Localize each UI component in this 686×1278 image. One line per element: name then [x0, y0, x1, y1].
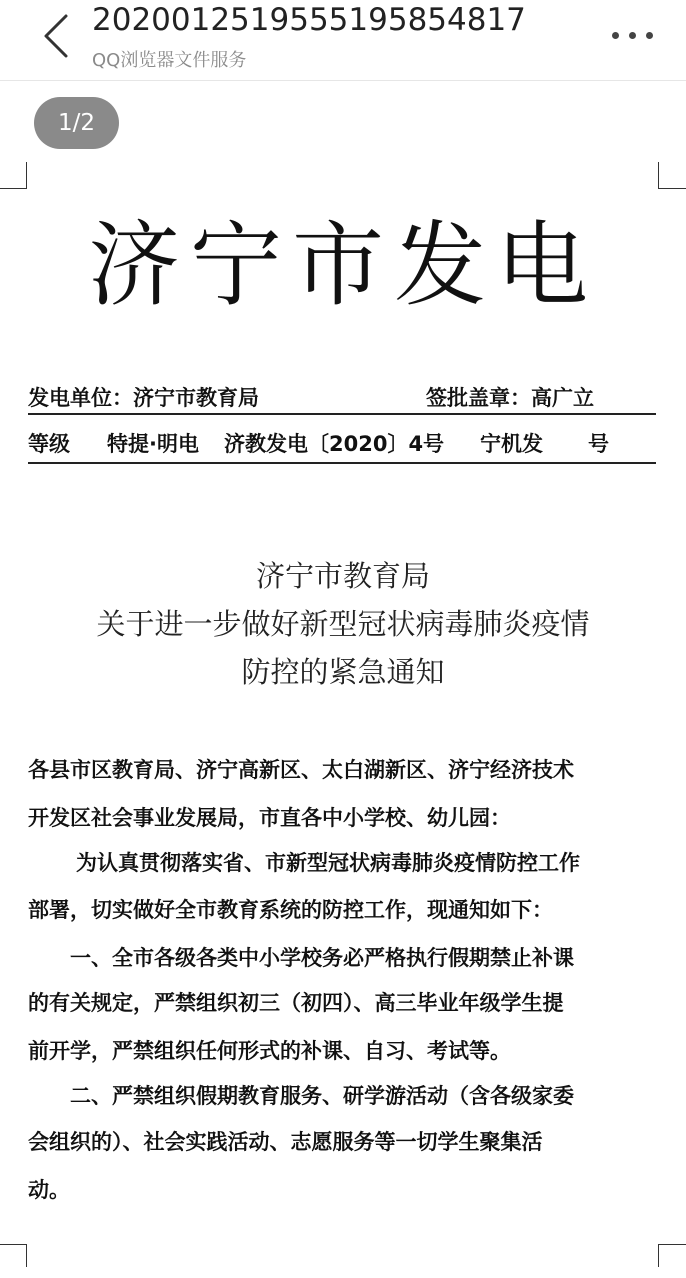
more-options-icon[interactable]	[612, 28, 654, 42]
notice-title-line: 防控的紧急通知	[241, 655, 445, 689]
body-line: 会组织的）、社会实践活动、志愿服务等一切学生聚集活	[28, 1130, 543, 1154]
ningji-label: 宁机发	[480, 432, 543, 456]
body-line: 前开学，严禁组织任何形式的补课、自习、考试等。	[28, 1039, 511, 1063]
crop-mark	[658, 1244, 686, 1267]
file-source: QQ浏览器文件服务	[92, 50, 247, 71]
notice-title-line: 关于进一步做好新型冠状病毒肺炎疫情	[96, 607, 590, 641]
file-name: 2020012519555195854817	[92, 2, 526, 38]
grade-label: 等级	[28, 432, 70, 456]
body-line: 的有关规定，严禁组织初三（初四）、高三毕业年级学生提	[28, 991, 564, 1015]
sender-row	[28, 382, 656, 416]
body-line: 动。	[28, 1178, 70, 1202]
bottom-toolbar-edge	[0, 1268, 686, 1278]
body-line: 为认真贯彻落实省、市新型冠状病毒肺炎疫情防控工作	[76, 851, 580, 875]
back-arrow-icon[interactable]	[38, 12, 78, 60]
divider	[28, 462, 656, 464]
body-line: 各县市区教育局、济宁高新区、太白湖新区、济宁经济技术	[28, 758, 574, 782]
page-indicator: 1/2	[34, 97, 119, 149]
grade-row	[28, 428, 656, 462]
body-line: 二、严禁组织假期教育服务、研学游活动（含各级家委	[70, 1084, 574, 1108]
crop-mark	[0, 162, 27, 189]
grade-value: 特提·明电	[107, 432, 199, 456]
document-heading: 济宁市发电	[87, 212, 598, 319]
notice-title-line: 济宁市教育局	[255, 559, 430, 593]
body-line: 开发区社会事业发展局，市直各中小学校、幼儿园：	[28, 806, 511, 830]
body-line: 部署，切实做好全市教育系统的防控工作，现通知如下：	[28, 898, 553, 922]
body-line: 一、全市各级各类中小学校务必严格执行假期禁止补课	[70, 946, 574, 970]
top-bar	[0, 0, 686, 81]
crop-mark	[0, 1244, 27, 1267]
document-number: 济教发电〔2020〕4号	[224, 432, 445, 456]
divider	[28, 413, 656, 415]
number-suffix: 号	[588, 432, 609, 456]
sender-label: 发电单位：济宁市教育局	[28, 386, 259, 410]
approver-label: 签批盖章：高广立	[426, 386, 594, 410]
crop-mark	[658, 162, 686, 189]
